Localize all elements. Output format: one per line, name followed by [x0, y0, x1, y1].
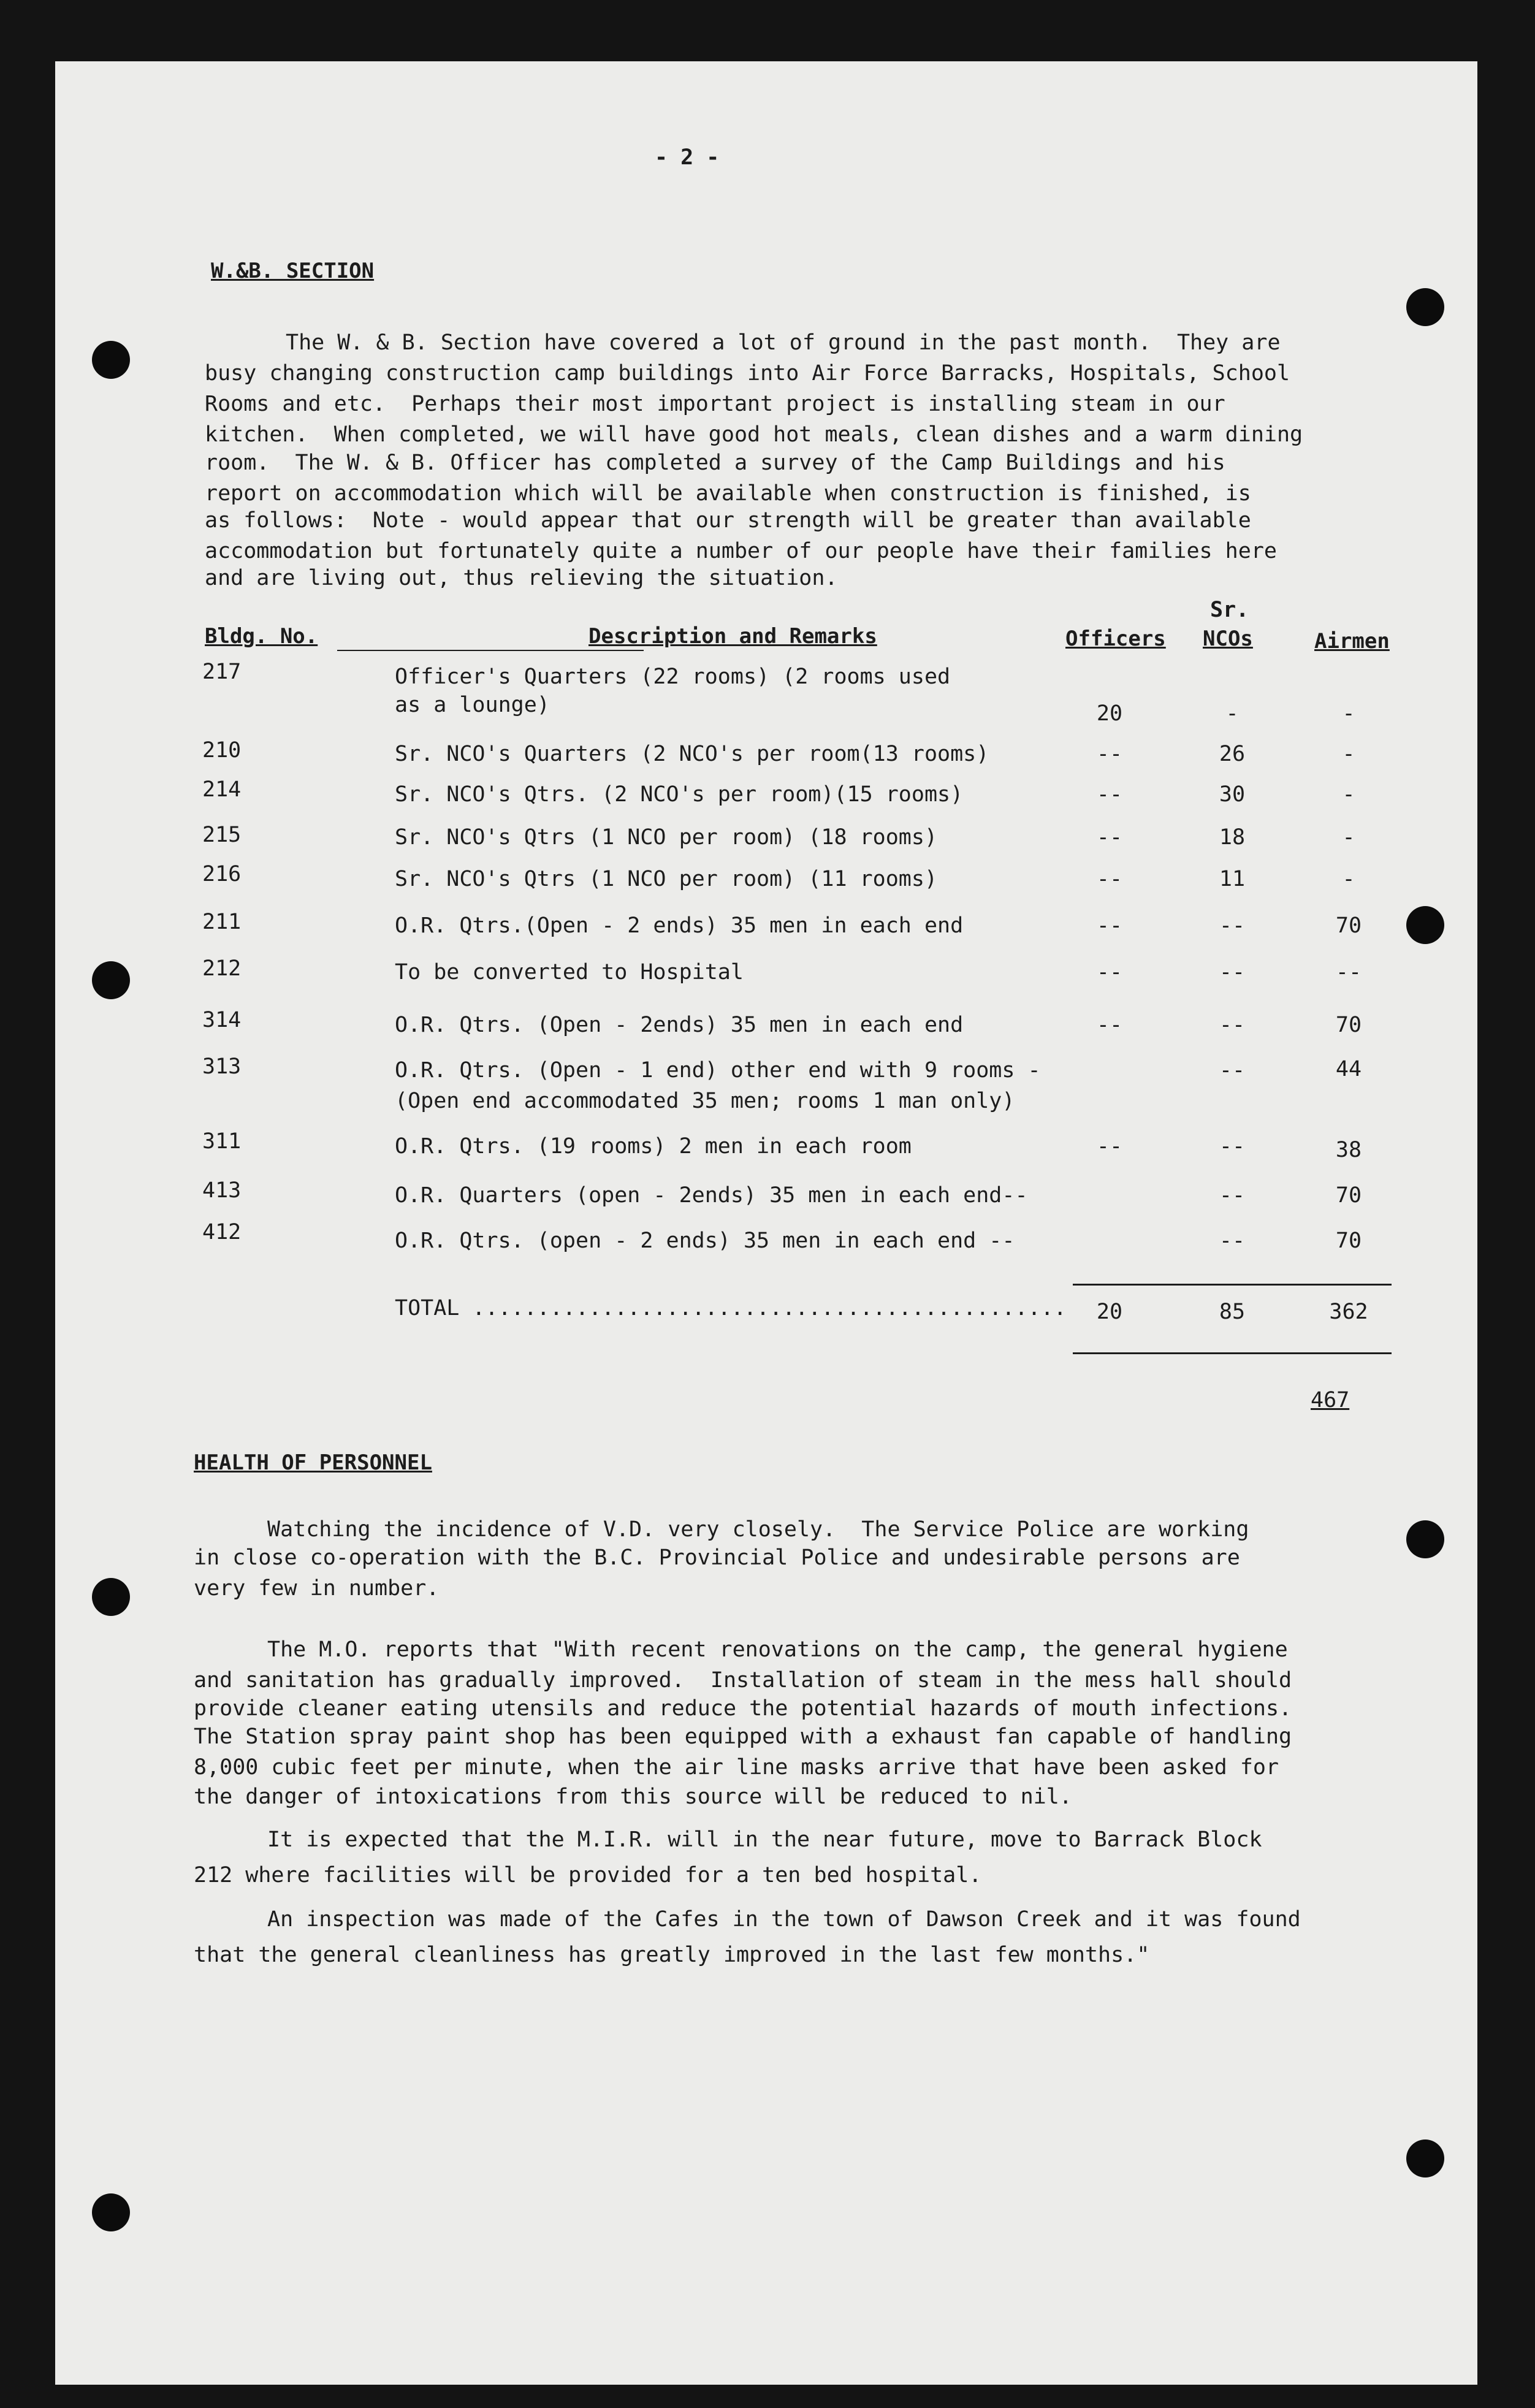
paragraph-line: accommodation but fortunately quite a number of our people have their families here [205, 539, 1277, 563]
officers-value: -- [1096, 742, 1123, 766]
ncos-value: 26 [1219, 742, 1246, 766]
bldg-number: 413 [202, 1178, 242, 1203]
airmen-value: 70 [1335, 1229, 1362, 1253]
paragraph-line: as follows: Note - would appear that our strength will be greater than available [205, 508, 1251, 533]
airmen-value: 44 [1335, 1057, 1362, 1081]
row-description: (Open end accommodated 35 men; rooms 1 man only) [395, 1089, 1015, 1113]
ncos-value: 11 [1219, 867, 1246, 891]
ncos-value: -- [1219, 913, 1246, 938]
row-description: as a lounge) [395, 693, 550, 717]
paragraph-line: It is expected that the M.I.R. will in the near future, move to Barrack Block [267, 1827, 1262, 1852]
ncos-value: -- [1219, 1229, 1246, 1253]
grand-total: 467 [1311, 1388, 1350, 1412]
total-label: TOTAL .............................................. [395, 1296, 1067, 1320]
ncos-value: - [1225, 701, 1239, 726]
punch-hole [92, 2193, 130, 2231]
paragraph-line: Rooms and etc. Perhaps their most important project is installing steam in our [205, 392, 1225, 416]
row-description: O.R. Qtrs. (Open - 2ends) 35 men in each end [395, 1013, 964, 1037]
ncos-value: -- [1219, 1134, 1246, 1159]
airmen-value: - [1342, 742, 1355, 766]
officers-value: -- [1096, 1134, 1123, 1159]
airmen-value: - [1342, 867, 1355, 891]
bldg-number: 314 [202, 1008, 242, 1032]
paragraph-line: provide cleaner eating utensils and reduce the potential hazards of mouth infections. [194, 1696, 1292, 1721]
column-header-bldg: Bldg. No. [205, 624, 318, 649]
airmen-value: 38 [1335, 1138, 1362, 1162]
punch-hole [92, 341, 130, 379]
ncos-value: -- [1219, 1013, 1246, 1037]
row-description: O.R. Qtrs. (Open - 1 end) other end with 9 rooms - [395, 1058, 1041, 1083]
bldg-number: 311 [202, 1129, 242, 1154]
row-description: Sr. NCO's Qtrs. (2 NCO's per room)(15 rooms) [395, 782, 964, 807]
row-description: O.R. Qtrs.(Open - 2 ends) 35 men in each end [395, 913, 964, 938]
airmen-value: 70 [1335, 1013, 1362, 1037]
total-ncos: 85 [1219, 1300, 1246, 1324]
column-header-ncos: NCOs [1203, 627, 1253, 651]
paragraph-line: and sanitation has gradually improved. Installation of steam in the mess hall should [194, 1668, 1292, 1693]
bldg-number: 210 [202, 738, 242, 763]
airmen-value: - [1342, 825, 1355, 850]
officers-value: -- [1096, 960, 1123, 985]
paragraph-line: The Station spray paint shop has been equipped with a exhaust fan capable of handling [194, 1724, 1292, 1749]
page-number: - 2 - [655, 145, 720, 170]
ncos-value: 30 [1219, 782, 1246, 807]
ncos-value: -- [1219, 1183, 1246, 1208]
row-description: O.R. Quarters (open - 2ends) 35 men in each end-- [395, 1183, 1028, 1208]
ncos-value: 18 [1219, 825, 1246, 850]
health-section-heading: HEALTH OF PERSONNEL [194, 1450, 432, 1475]
paragraph-line: 8,000 cubic feet per minute, when the air line masks arrive that have been asked for [194, 1755, 1279, 1780]
bldg-number: 214 [202, 777, 242, 802]
punch-hole [1406, 288, 1444, 326]
officers-value: 20 [1096, 701, 1123, 726]
bldg-number: 313 [202, 1054, 242, 1079]
total-airmen: 362 [1329, 1300, 1368, 1324]
wb-section-heading: W.&B. SECTION [211, 259, 375, 283]
paragraph-line: the danger of intoxications from this source will be reduced to nil. [194, 1785, 1072, 1809]
airmen-value: - [1342, 701, 1355, 726]
airmen-value: -- [1335, 960, 1362, 985]
paragraph-line: Watching the incidence of V.D. very closely. The Service Police are working [267, 1517, 1249, 1542]
total-officers: 20 [1096, 1300, 1123, 1324]
row-description: Officer's Quarters (22 rooms) (2 rooms used [395, 665, 951, 689]
bldg-number: 215 [202, 823, 242, 847]
bldg-number: 212 [202, 956, 242, 981]
row-description: To be converted to Hospital [395, 960, 744, 985]
paragraph-line: room. The W. & B. Officer has completed a survey of the Camp Buildings and his [205, 451, 1225, 475]
bldg-number: 217 [202, 660, 242, 684]
bldg-number: 216 [202, 862, 242, 886]
officers-value: -- [1096, 867, 1123, 891]
row-description: Sr. NCO's Quarters (2 NCO's per room(13 rooms) [395, 742, 989, 766]
row-description: O.R. Qtrs. (19 rooms) 2 men in each room [395, 1134, 912, 1159]
paragraph-line: The M.O. reports that "With recent renovations on the camp, the general hygiene [267, 1637, 1288, 1662]
paragraph-line: very few in number. [194, 1576, 440, 1601]
header-underline [337, 650, 644, 651]
paragraph-line: 212 where facilities will be provided for a ten bed hospital. [194, 1863, 982, 1888]
officers-value: -- [1096, 1013, 1123, 1037]
ncos-value: -- [1219, 1058, 1246, 1083]
officers-value: -- [1096, 913, 1123, 938]
ncos-value: -- [1219, 960, 1246, 985]
paragraph-line: busy changing construction camp buildings into Air Force Barracks, Hospitals, School [205, 361, 1290, 386]
officers-value: -- [1096, 782, 1123, 807]
column-header-officers: Officers [1065, 627, 1166, 651]
document-page [55, 61, 1477, 2385]
punch-hole [1406, 2139, 1444, 2177]
punch-hole [1406, 906, 1444, 944]
bldg-number: 211 [202, 910, 242, 934]
airmen-value: 70 [1335, 1183, 1362, 1208]
punch-hole [92, 1578, 130, 1616]
bldg-number: 412 [202, 1220, 242, 1244]
row-description: Sr. NCO's Qtrs (1 NCO per room) (11 rooms) [395, 867, 938, 891]
paragraph-line: The W. & B. Section have covered a lot of ground in the past month. They are [286, 330, 1281, 355]
column-header-description: Description and Remarks [588, 624, 877, 649]
paragraph-line: An inspection was made of the Cafes in the town of Dawson Creek and it was found [267, 1907, 1301, 1932]
paragraph-line: that the general cleanliness has greatly improved in the last few months." [194, 1943, 1150, 1967]
officers-value: -- [1096, 825, 1123, 850]
punch-hole [92, 961, 130, 999]
column-header-airmen: Airmen [1314, 629, 1390, 653]
total-top-rule [1073, 1284, 1392, 1286]
row-description: O.R. Qtrs. (open - 2 ends) 35 men in each end -- [395, 1229, 1015, 1253]
punch-hole [1406, 1520, 1444, 1558]
paragraph-line: kitchen. When completed, we will have good hot meals, clean dishes and a warm dining [205, 422, 1303, 447]
total-bottom-rule [1073, 1352, 1392, 1354]
column-header-nco-top: Sr. [1210, 598, 1249, 622]
paragraph-line: report on accommodation which will be available when construction is finished, is [205, 481, 1251, 506]
paragraph-line: in close co-operation with the B.C. Provincial Police and undesirable persons are [194, 1545, 1240, 1570]
paragraph-line: and are living out, thus relieving the situation. [205, 566, 838, 590]
airmen-value: 70 [1335, 913, 1362, 938]
airmen-value: - [1342, 782, 1355, 807]
row-description: Sr. NCO's Qtrs (1 NCO per room) (18 rooms) [395, 825, 938, 850]
